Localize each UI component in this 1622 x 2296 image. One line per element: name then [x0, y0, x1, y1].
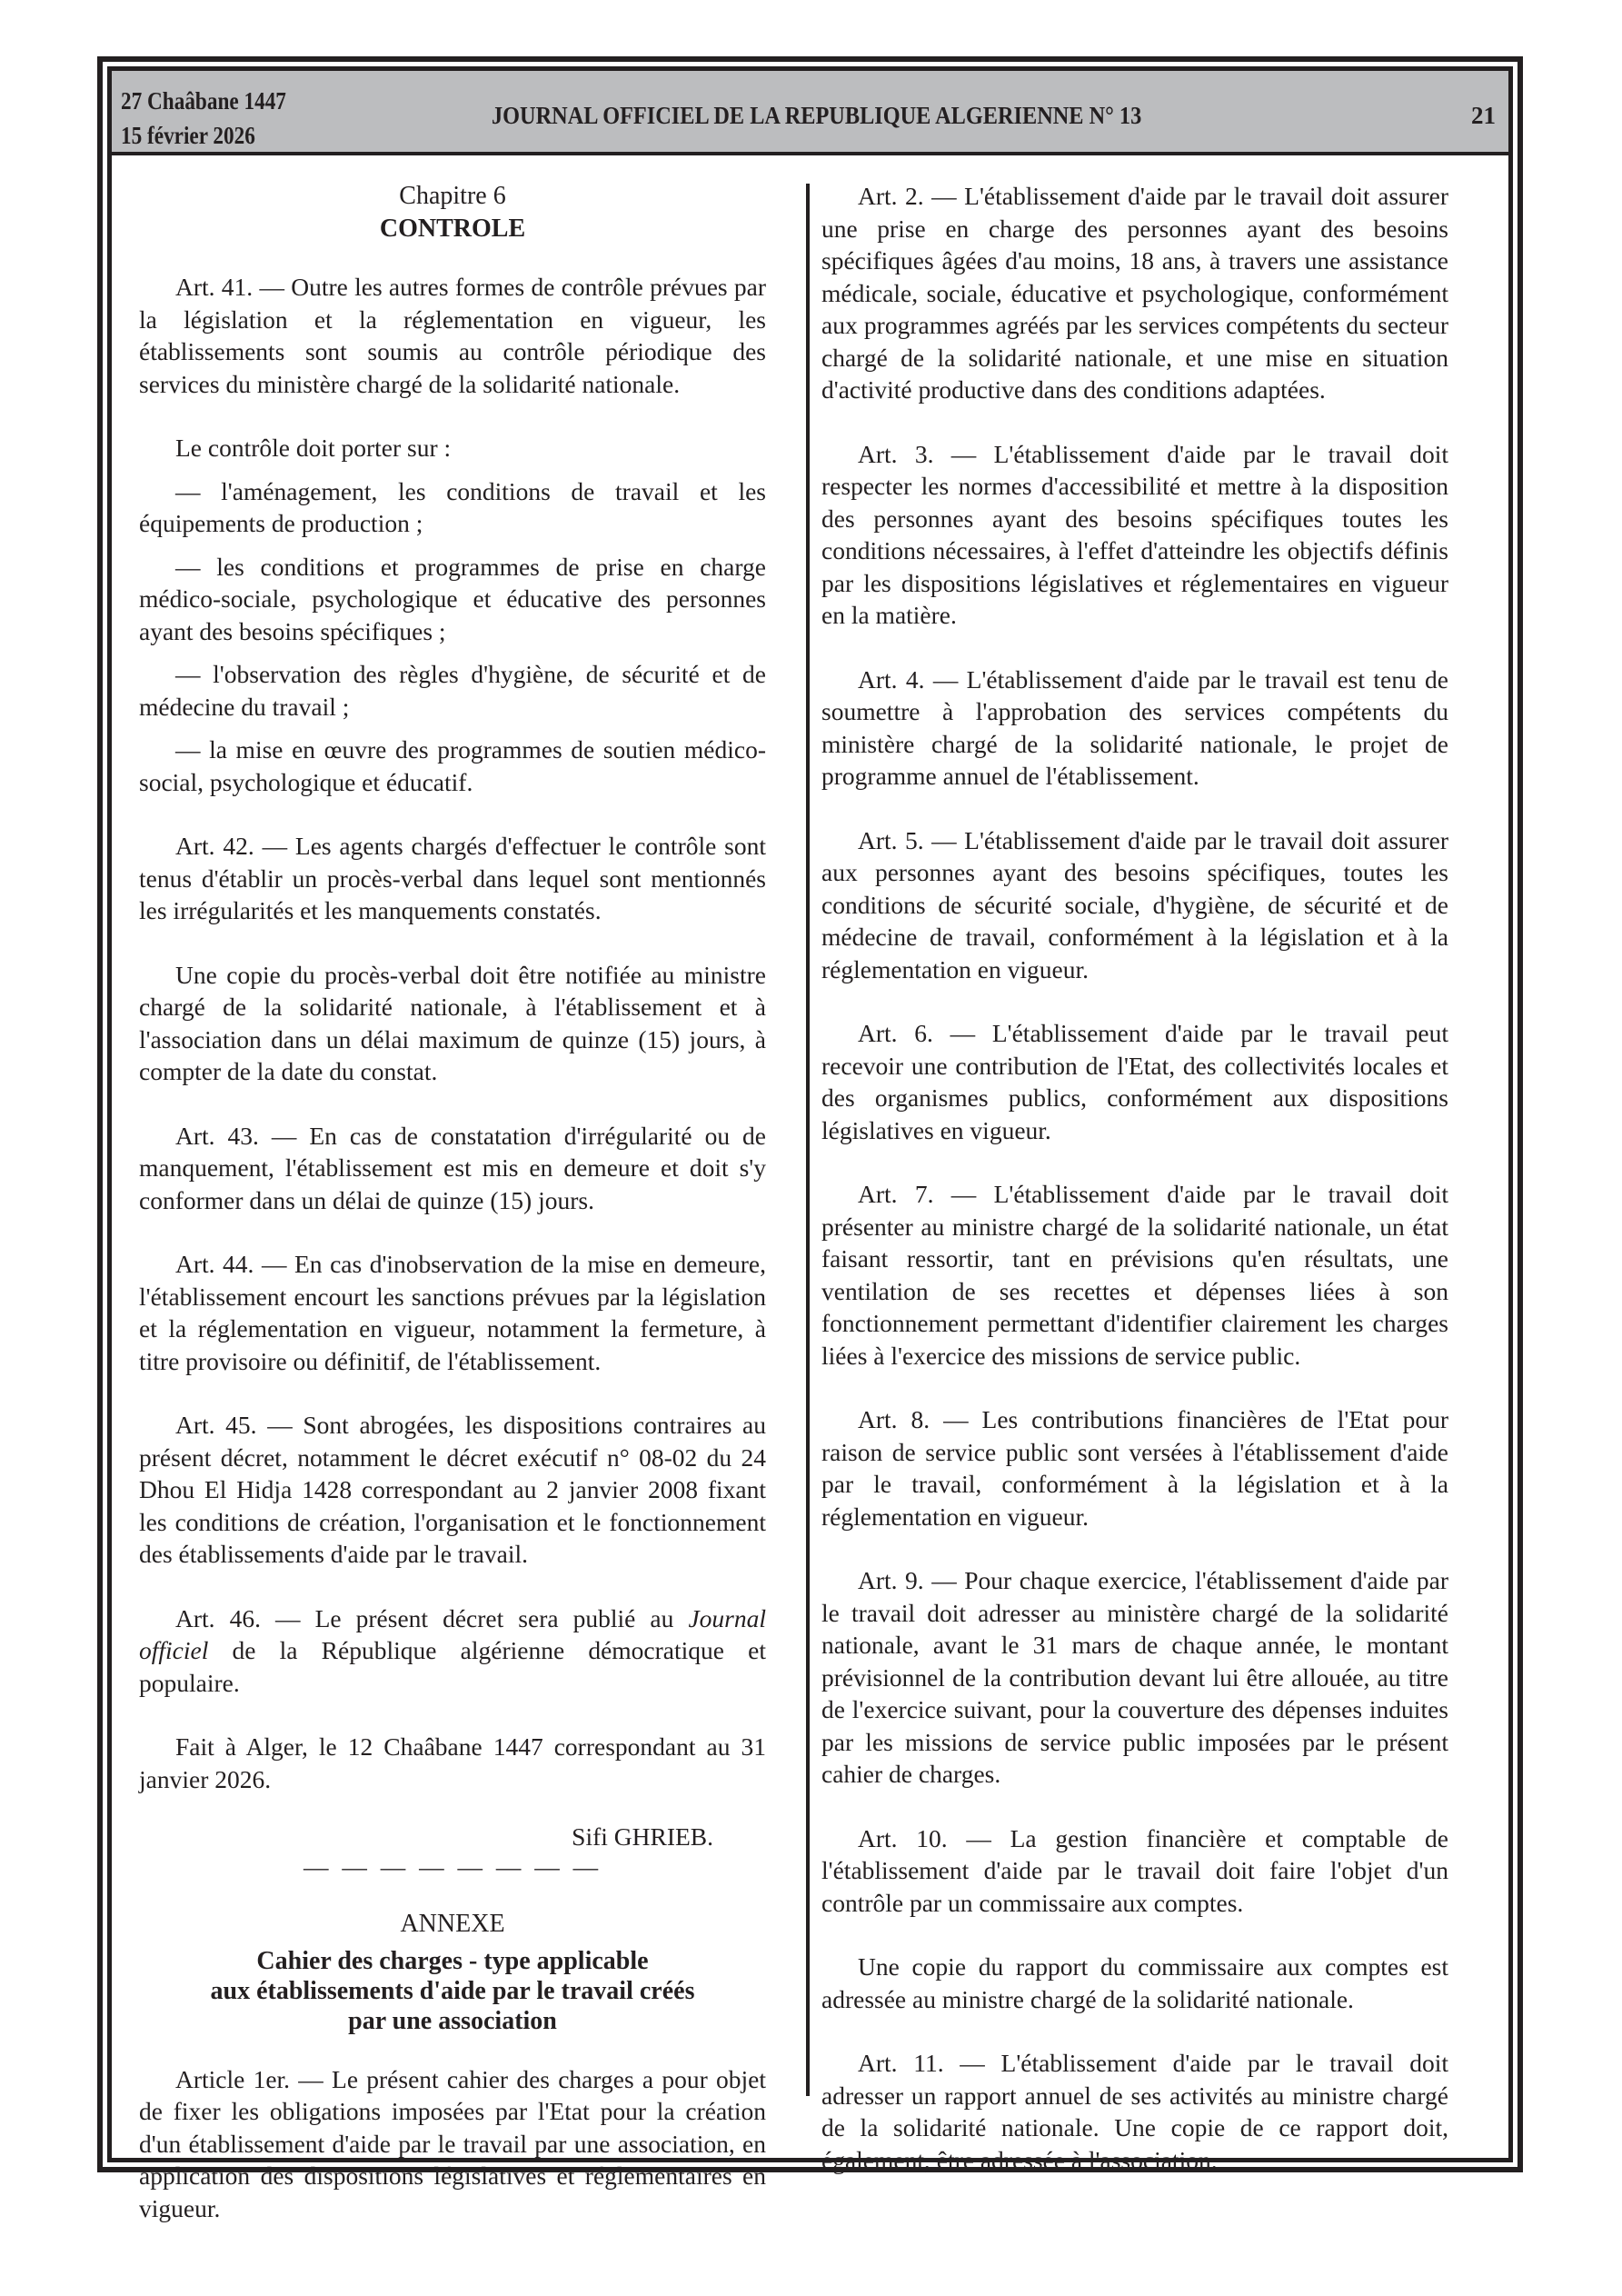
annex-article-2: Art. 2. — L'établissement d'aide par le travail doit assurer une prise en charge des personnes ayant des besoins spécifiques âgées d'au moins, 18 ans, à travers une assistance médicale, sociale, éducative et psychologique, conformément aux programmes agréés par les services compétents du secteur chargé de la solidarité nationale, et une mise en situation d'activité productive dans des conditions adaptées.	[821, 182, 1448, 404]
annex-article-5: Art. 5. — L'établissement d'aide par le travail doit assurer aux personnes ayant des besoins spécifiques, toutes les conditions de sécurité sociale, d'hygiène, de sécurité et de médecine de travail, conformément à la législation et à la réglementation en vigueur.	[821, 825, 1448, 983]
article-41: Art. 41. — Outre les autres formes de contrôle prévues par la législation et la réglementation en vigueur, les établissements sont soumis au contrôle périodique des services du ministère chargé de la solidarité nationale.	[139, 273, 766, 398]
control-item: — l'observation des règles d'hygiène, de sécurité et de médecine du travail ;	[139, 660, 766, 721]
annex-title-line: par une association	[348, 2006, 557, 2035]
control-item: — l'aménagement, les conditions de travail et les équipements de production ;	[139, 476, 766, 537]
annex-title	[139, 1946, 766, 2036]
annex-article-8: Art. 8. — Les contributions financières de l'Etat pour raison de service public sont versées à l'établissement d'aide par le travail, conformément à la législation et à la réglementation en vigueur.	[821, 1405, 1448, 1531]
signature: Sifi GHRIEB.	[572, 1822, 713, 1851]
annex-label: ANNEXE	[400, 1909, 505, 1938]
article-43: Art. 43. — En cas de constatation d'irrégularité ou de manquement, l'établissement est mis en demeure et doit s'y conformer dans un délai de quinze (15) jours.	[139, 1121, 766, 1214]
page-frame	[97, 56, 1523, 2222]
separator: — — — — — — — —	[303, 1852, 602, 1881]
chapter-label: Chapitre 6	[399, 182, 506, 210]
annex-article-11: Art. 11. — L'établissement d'aide par le travail doit adresser un rapport annuel de ses activités au ministre chargé de la solidarité nationale. Une copie de ce rapport doit, également, être adressée à l'association.	[821, 2049, 1448, 2174]
annex-article-4: Art. 4. — L'établissement d'aide par le travail est tenu de soumettre à l'approbation des services compétents du ministère chargé de la solidarité nationale, le projet de programme annuel de l'établissement.	[821, 664, 1448, 790]
header-dates	[121, 84, 286, 153]
article-46	[139, 1602, 766, 1700]
page-number: 21	[1471, 102, 1496, 129]
control-intro: Le contrôle doit porter sur :	[175, 434, 452, 462]
annex-title-line: Cahier des charges - type applicable	[256, 1946, 649, 1975]
page-frame-inner	[107, 66, 1513, 2222]
annex-article-10: Art. 10. — La gestion financière et comptable de l'établissement d'aide par le travail doit faire l'objet d'un contrôle par un commissaire aux comptes.	[821, 1823, 1448, 1917]
chapter-title: CONTROLE	[379, 215, 526, 243]
annex-article-6: Art. 6. — L'établissement d'aide par le travail peut recevoir une contribution de l'Etat, des collectivités locales et des organismes publics, conformément aux dispositions législatives en vigueur.	[821, 1019, 1448, 1144]
annex-article-3: Art. 3. — L'établissement d'aide par le travail doit respecter les normes d'accessibilité et mettre à la disposition des personnes ayant des besoins spécifiques toutes les conditions nécessaires, à l'effet d'atteindre les objectifs définis par les dispositions législatives et réglementaires en vigueur en la matière.	[821, 439, 1448, 629]
journal-header	[112, 71, 1508, 155]
annex-title-line: aux établissements d'aide par le travail créés	[210, 1976, 695, 2005]
right-column	[821, 180, 1448, 2208]
article-45: Art. 45. — Sont abrogées, les dispositions contraires au présent décret, notamment le décret exécutif n° 08-02 du 24 Dhou El Hidja 1428 correspondant au 2 janvier 2008 fixant les conditions de création, l'organisation et le fonctionnement des établissements d'aide par le travail.	[139, 1411, 766, 1568]
annex-article-1: Article 1er. — Le présent cahier des charges a pour objet de fixer les obligations imposées par l'Etat pour la création d'un établissement d'aide par le travail par une association, en application des dispositions législatives et réglementaires en vigueur.	[139, 2064, 766, 2222]
gregorian-date: 15 février 2026	[121, 122, 255, 149]
article-42-paragraph-2: Une copie du procès-verbal doit être notifiée au ministre chargé de la solidarité nationale, à l'établissement et à l'association dans un délai maximum de quinze (15) jours, à compter de la date du constat.	[139, 960, 766, 1085]
annex-article-10-paragraph-2: Une copie du rapport du commissaire aux comptes est adressée au ministre chargé de la solidarité nationale.	[821, 1952, 1448, 2013]
control-item: — les conditions et programmes de prise en charge médico-sociale, psychologique et éducative des personnes ayant des besoins spécifiques ;	[139, 552, 766, 645]
control-item: — la mise en œuvre des programmes de soutien médico-social, psychologique et éducatif.	[139, 735, 766, 796]
done-at: Fait à Alger, le 12 Chaâbane 1447 correspondant au 31 janvier 2026.	[139, 1732, 766, 1793]
article-42: Art. 42. — Les agents chargés d'effectuer le contrôle sont tenus d'établir un procès-verbal dans lequel sont mentionnés les irrégularités et les manquements constatés.	[139, 832, 766, 924]
journal-officiel-reference: Journal officiel	[139, 1603, 766, 1664]
left-column	[139, 180, 766, 2256]
article-44: Art. 44. — En cas d'inobservation de la mise en demeure, l'établissement encourt les sanctions prévues par la législation et la réglementation en vigueur, notamment la fermeture, à titre provisoire ou définitif, de l'établissement.	[139, 1250, 766, 1375]
article-46-text: Art. 46. — Le présent décret sera publié au	[175, 1603, 689, 1632]
annex-article-7: Art. 7. — L'établissement d'aide par le travail doit présenter au ministre chargé de la solidarité nationale, un état faisant ressortir, tant en prévisions qu'en résultats, une ventilation de ses recettes et dépenses liées à son fonctionnement permettant d'identifier clairement les charges liées à l'exercice des missions de service public.	[821, 1180, 1448, 1370]
hijri-date: 27 Chaâbane 1447	[121, 87, 286, 115]
journal-title: JOURNAL OFFICIEL DE LA REPUBLIQUE ALGERIENNE N° 13	[492, 102, 1142, 129]
annex-article-9: Art. 9. — Pour chaque exercice, l'établissement d'aide par le travail doit adresser au ministère chargé de la solidarité nationale, avant le 31 mars de chaque année, le montant prévisionnel de la contribution devant lui être allouée, au titre de l'exercice suivant, pour la couverture des dépenses induites par les missions de service public imposées par le présent cahier de charges.	[821, 1566, 1448, 1788]
column-divider	[806, 184, 810, 2096]
article-46-text-end: de la République algérienne démocratique et populaire.	[139, 1636, 766, 1697]
